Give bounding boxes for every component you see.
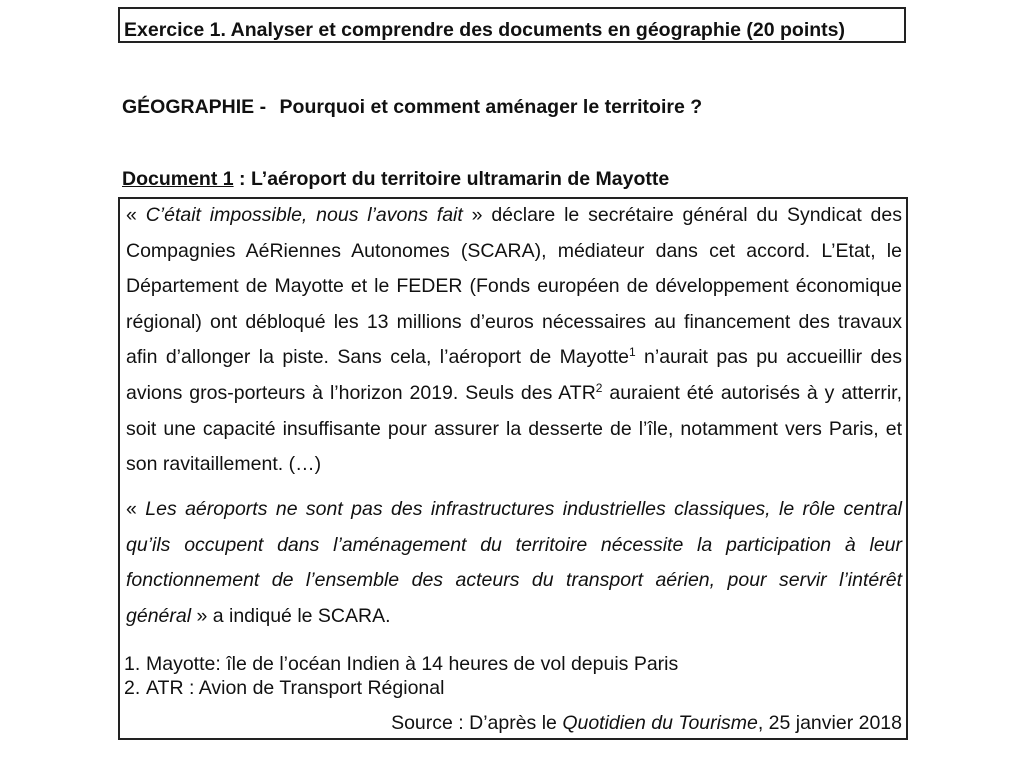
- quote-open-2: «: [126, 498, 146, 520]
- quote-italic-1: C’était impossible, nous l’avons fait: [145, 204, 463, 226]
- footnote-ref-1: 1: [628, 345, 636, 360]
- document-frame: [118, 197, 908, 740]
- paragraph-1-text-b: n’aurait pas pu accueillir des avions gros-porteurs à l’horizon 2019. Seuls des ATR: [126, 346, 902, 404]
- paragraph-2: [126, 492, 902, 634]
- source-citation: [391, 712, 902, 735]
- document-title: L’aéroport du territoire ultramarin de Mayotte: [250, 168, 670, 190]
- paragraph-1-text-c: auraient été autorisés à y atterrir, soit une capacité insuffisante pour assurer la desserte de l’île, notamment vers Paris, et son ravitaillement. (…): [126, 381, 903, 476]
- footnote-1: [124, 652, 678, 676]
- footnote-num: 1.: [124, 653, 141, 675]
- section-subject: GÉOGRAPHIE -: [122, 96, 267, 118]
- exercise-title: Exercice 1. Analyser et comprendre des documents en géographie (20 points): [118, 7, 906, 43]
- document-separator: :: [233, 168, 251, 190]
- footnote-2: [124, 676, 678, 700]
- footnote-num: 2.: [124, 677, 141, 699]
- quote-italic-2: Les aéroports ne sont pas des infrastructures industrielles classiques, le rôle central qu’ils occupent dans l’aménagement du territoire nécessite la participation à leur fonctionnement de l’ensemble des acteurs du transport aérien, pour servir l’intérêt général: [126, 498, 902, 627]
- source-date: , 25 janvier 2018: [757, 712, 902, 734]
- paragraph-1: [126, 198, 902, 483]
- document-heading: [122, 168, 669, 191]
- footnote-ref-2: 2: [595, 380, 603, 395]
- paragraph-1-text-a: » déclare le secrétaire général du Syndicat des Compagnies AéRiennes Autonomes (SCARA), médiateur dans cet accord. L’Etat, le Département de Mayotte et le FEDER (Fonds européen de développement économique régional) ont débloqué les 13 millions d’euros nécessaires au financement des travaux afin d’allonger la piste. Sans cela, l’aéroport de Mayotte: [126, 204, 903, 369]
- paragraph-2-text-end: » a indiqué le SCARA.: [191, 604, 391, 627]
- source-publication: Quotidien du Tourisme: [562, 712, 758, 734]
- document-label: Document 1: [122, 168, 234, 190]
- section-heading: [122, 96, 702, 119]
- footnote-text: ATR : Avion de Transport Régional: [146, 677, 445, 699]
- section-question: Pourquoi et comment aménager le territoire ?: [279, 96, 703, 118]
- footnote-text: Mayotte: île de l’océan Indien à 14 heures de vol depuis Paris: [146, 653, 679, 675]
- source-prefix: Source : D’après le: [391, 712, 563, 734]
- footnotes: [124, 652, 678, 700]
- quote-open-1: «: [126, 204, 146, 226]
